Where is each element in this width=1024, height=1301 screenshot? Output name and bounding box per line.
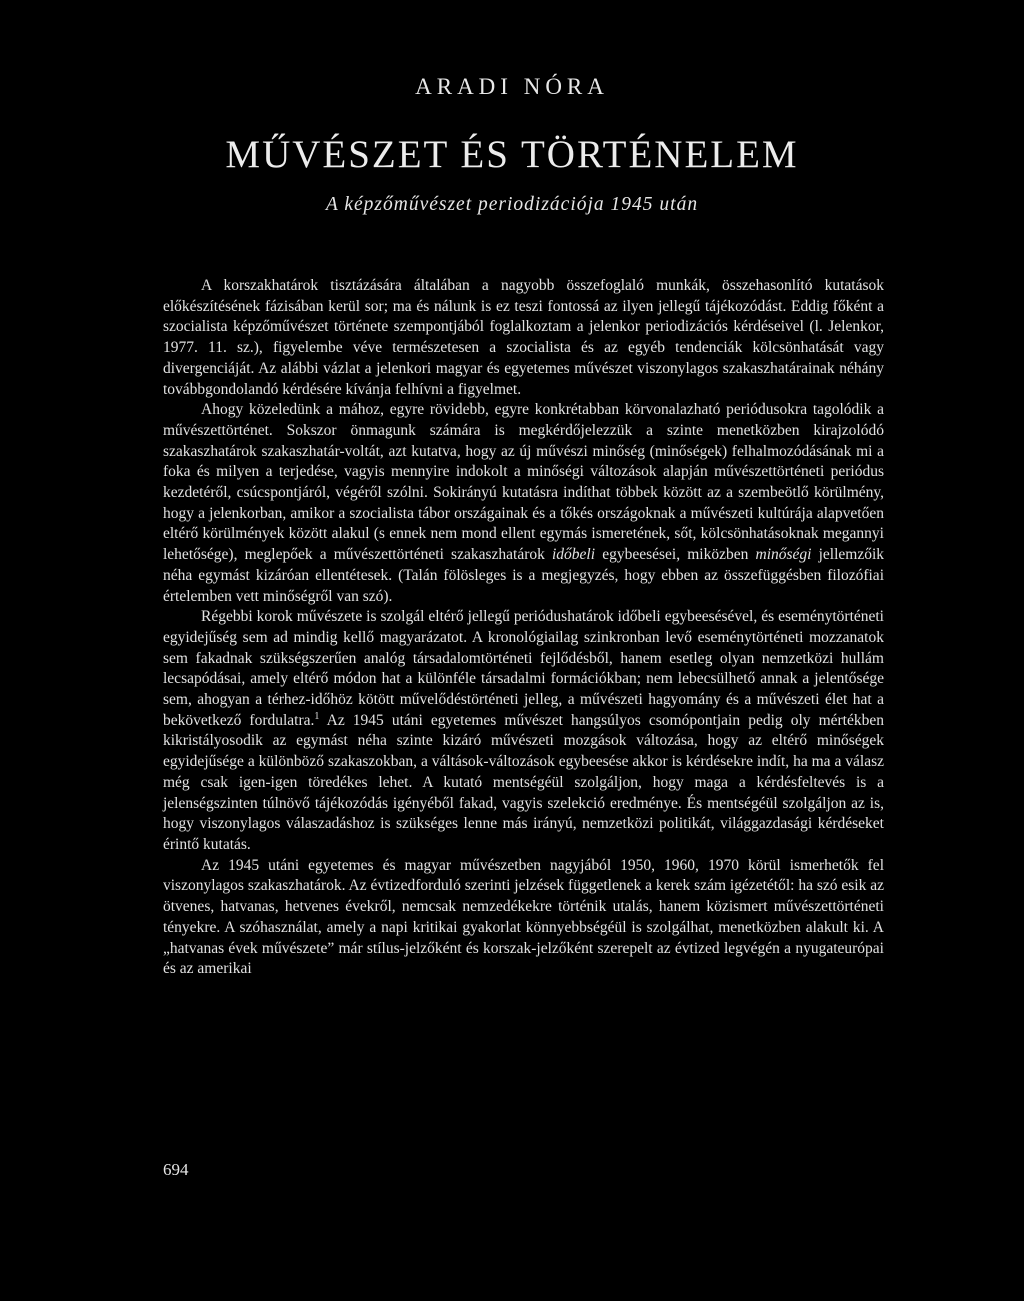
paragraph-1: A korszakhatárok tisztázására általában a nagyobb összefoglaló munkák, összehasonlító kutatások előkészítésének fázisában kerül sor; ma és nálunk is ez teszi fontossá az ilyen jellegű tájékozódást. Eddig főként a szocialista képzőművészet története szempontjából foglalkoztam a jelenkor periodizációs kérdéseivel (l. Jelenkor, 1977. 11. sz.), figyelembe véve természetesen a szocialista és az egyéb tendenciák kölcsönhatását vagy divergenciáját. Az alábbi vázlat a jelenkori magyar és egyetemes művészet viszonylagos szakaszhatárainak néhány továbbgondolandó kérdésére kívánja felhívni a figyelmet. <box>163 277 884 398</box>
paragraph-4: Az 1945 utáni egyetemes és magyar művészetben nagyjából 1950, 1960, 1970 körül ismerhetők fel viszonylagos szakaszhatárok. Az évtizedforduló szerinti jelzések függetlenek a kerek szám igézetétől: ha szó esik az ötvenes, hatvanas, hetvenes évekről, nemcsak nemzedékekre történik utalás, hanem közismert művészettörténeti tényekre. A szóhasználat, amely a napi kritikai gyakorlat könnyebbségéül is szolgálhat, menetközben alakult ki. A „hatvanas évek művészete” már stílus-jelzőként és korszak-jelzőként szerepelt az évtized legvégén a nyugateurópai és az amerikai <box>163 856 884 978</box>
article-title: MŰVÉSZET ÉS TÖRTÉNELEM <box>225 133 799 176</box>
paragraph-2-text-a: Ahogy közeledünk a mához, egyre rövidebb, egyre konkrétabban körvonalazható periódusokra tagolódik a művészettörténet. Sokszor önmagunk számára is megkérdőjelezzük a szinte menetközben kirajzolódó szakaszhatárok szakaszhatár-voltát, azt kutatva, hogy az új művészi minőség (minőségek) felhalmozódásának mi a foka és milyen a terjedése, vagyis mennyire indokolt a minőségi változások alapján művészettörténeti periódus kezdetéről, csúcspontjáról, végéről szólni. Sokirányú kutatásra indíthat többek között az a szembeötlő körülmény, hogy a jelenkorban, amikor a szocialista tábor országainak és a tőkés országoknak a művészeti kultúrája alapvetően eltérő körülmények között alakul (s ennek nem mond ellent egymás ismeretének, sőt, kölcsönhatásoknak megannyi lehetősége), meglepőek a művészettörténeti szakaszhatárok <box>163 401 884 564</box>
article-body <box>163 276 884 980</box>
paragraph-2 <box>163 400 884 607</box>
emphasis-minosegi: minőségi <box>755 546 812 564</box>
article-subtitle: A képzőművészet periodizációja 1945 után <box>325 194 699 215</box>
paragraph-3-text-a: Régebbi korok művészete is szolgál eltérő jellegű periódushatárok időbeli egybeesésével, és eseménytörténeti egyidejűség sem ad mindig kellő magyarázatot. A kronológiailag szinkronban levő eseménytörténeti mozzanatok sem fakadnak szükségszerűen analóg társadalomtörténeti fejlődésből, hanem esetleg olyan nemzetközi hullám lecsapódásai, amely eltérő módon hat a különféle társadalmi formációkban; nem lebecsülhető annak a jelentősége sem, ahogyan a térhez-időhöz kötött művelődéstörténeti jelleg, a művészeti hagyomány és a művészeti élet hat a bekövetkező fordulatra. <box>163 608 884 729</box>
emphasis-idobeli: időbeli <box>552 546 596 564</box>
footnote-marker: 1 <box>314 710 320 722</box>
author-name: ARADI NÓRA <box>415 74 609 99</box>
page-number: 694 <box>163 1160 189 1179</box>
paragraph-3-text-b: Az 1945 utáni egyetemes művészet hangsúlyos csomópontjain pedig oly mértékben kikristályosodik az egymást néha szinte kizáró művészeti mozgások változása, hogy az eltérő minőségek egyidejűsége a különböző szakaszokban, a váltások-változások egybeesése akkor is kérdésekre indít, ha ma a válasz még csak igen-igen töredékes lehet. A kutató mentségéül szolgáljon, hogy maga a kérdésfeltevés is a jelenségszinten túlnövő tájékozódás igényéből fakad, vagyis szelekció eredménye. És mentségéül szolgáljon az is, hogy viszonylagos válaszadáshoz is szükséges lenne más irányú, nemzetközi politikát, világgazdasági kérdéseket érintő kutatás. <box>163 711 885 853</box>
paragraph-3 <box>163 607 884 855</box>
paragraph-2-text-c: jellemzőik néha egymást kizáróan ellentétesek. (Talán fölösleges is a megjegyzés, hogy ebben az összefüggésben filozófiai értelemben vett minőségről van szó). <box>163 546 885 605</box>
paragraph-2-text-b: egybeesései, miközben <box>602 546 749 564</box>
